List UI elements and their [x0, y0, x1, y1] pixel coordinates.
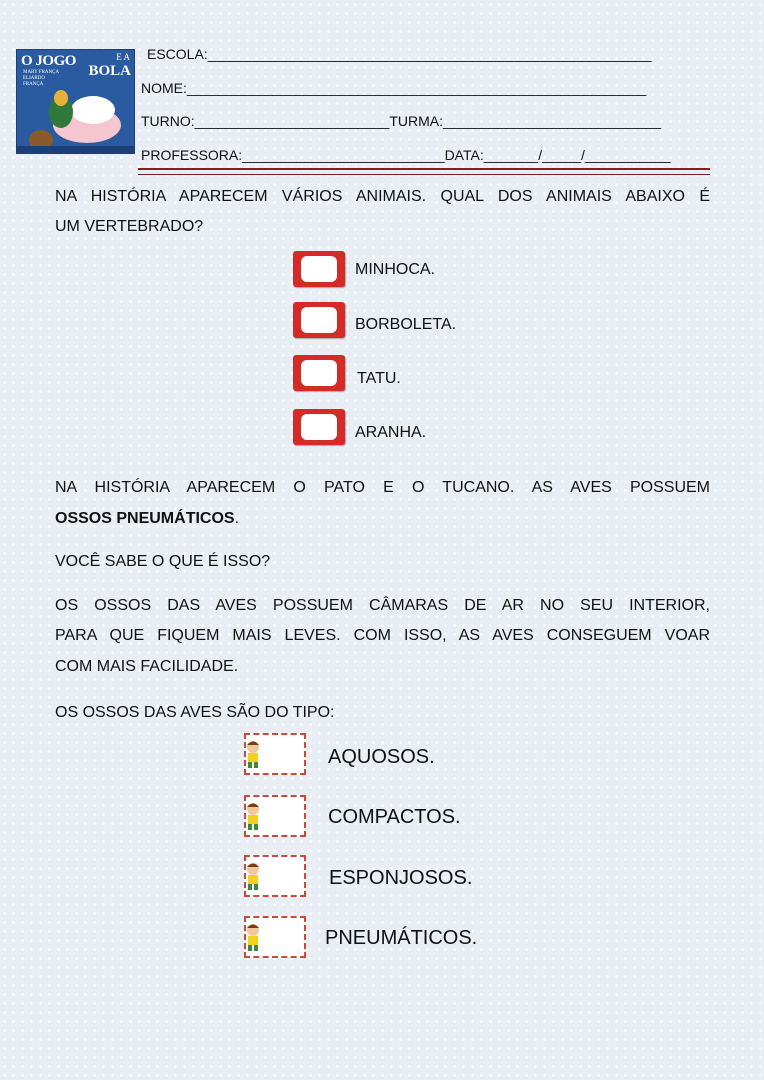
professora-data-field[interactable]: PROFESSORA:__________________________DATA:_______/_____/___________	[141, 147, 671, 163]
q2-intro-line2	[55, 503, 710, 535]
q2-intro-period: .	[234, 510, 240, 527]
q2-expl-line3: COM MAIS FACILIDADE.	[55, 658, 239, 675]
q2-bold-term: OSSOS PNEUMÁTICOS	[55, 510, 235, 527]
cover-authors: MARY FRANÇA ELIARDO FRANÇA	[23, 70, 59, 87]
q2-checkbox-4[interactable]	[244, 916, 306, 958]
q1-text-line2: UM VERTEBRADO?	[55, 218, 204, 235]
q2-expl-line1: OS OSSOS DAS AVES POSSUEM CÂMARAS DE AR NO SEU INTERIOR,	[55, 597, 710, 614]
q1-option-3: TATU.	[357, 370, 401, 387]
q1-checkbox-4[interactable]	[293, 409, 345, 445]
q2-checkbox-3[interactable]	[244, 855, 306, 897]
q2-prompt: OS OSSOS DAS AVES SÃO DO TIPO:	[55, 704, 335, 721]
q2-option-3: ESPONJOSOS.	[329, 867, 473, 889]
q1-text-line1: NA HISTÓRIA APARECEM VÁRIOS ANIMAIS. QUAL DOS ANIMAIS ABAIXO É	[55, 188, 710, 205]
escola-field[interactable]: ESCOLA:_________________________________________________________	[147, 46, 652, 62]
boy-icon	[244, 801, 262, 831]
turno-turma-field[interactable]: TURNO:_________________________TURMA:____________________________	[141, 113, 661, 129]
boy-icon	[244, 739, 262, 769]
cover-title-line2: BOLA	[88, 63, 131, 79]
q1-checkbox-3[interactable]	[293, 355, 345, 391]
nome-field[interactable]: NOME:___________________________________________________________	[141, 80, 647, 96]
q1-option-1: MINHOCA.	[355, 261, 435, 278]
q2-intro-line1: NA HISTÓRIA APARECEM O PATO E O TUCANO. AS AVES POSSUEM	[55, 479, 710, 496]
q1-checkbox-1[interactable]	[293, 251, 345, 287]
q1-checkbox-2[interactable]	[293, 302, 345, 338]
q2-option-1: AQUOSOS.	[328, 746, 435, 768]
boy-icon	[244, 861, 262, 891]
q2-expl-line2: PARA QUE FIQUEM MAIS LEVES. COM ISSO, AS AVES CONSEGUEM VOAR	[55, 627, 710, 644]
book-cover-image	[16, 49, 135, 154]
cover-title-line1: O JOGO	[21, 53, 76, 69]
cover-title-e-a: E A	[116, 52, 130, 62]
q2-checkbox-2[interactable]	[244, 795, 306, 837]
q2-checkbox-1[interactable]	[244, 733, 306, 775]
q1-option-2: BORBOLETA.	[355, 316, 457, 333]
q2-option-2: COMPACTOS.	[328, 806, 461, 828]
boy-icon	[244, 922, 262, 952]
q2-option-4: PNEUMÁTICOS.	[325, 927, 478, 949]
q2-question: VOCÊ SABE O QUE É ISSO?	[55, 553, 271, 570]
q1-option-4: ARANHA.	[355, 424, 427, 441]
header-divider	[138, 168, 710, 175]
